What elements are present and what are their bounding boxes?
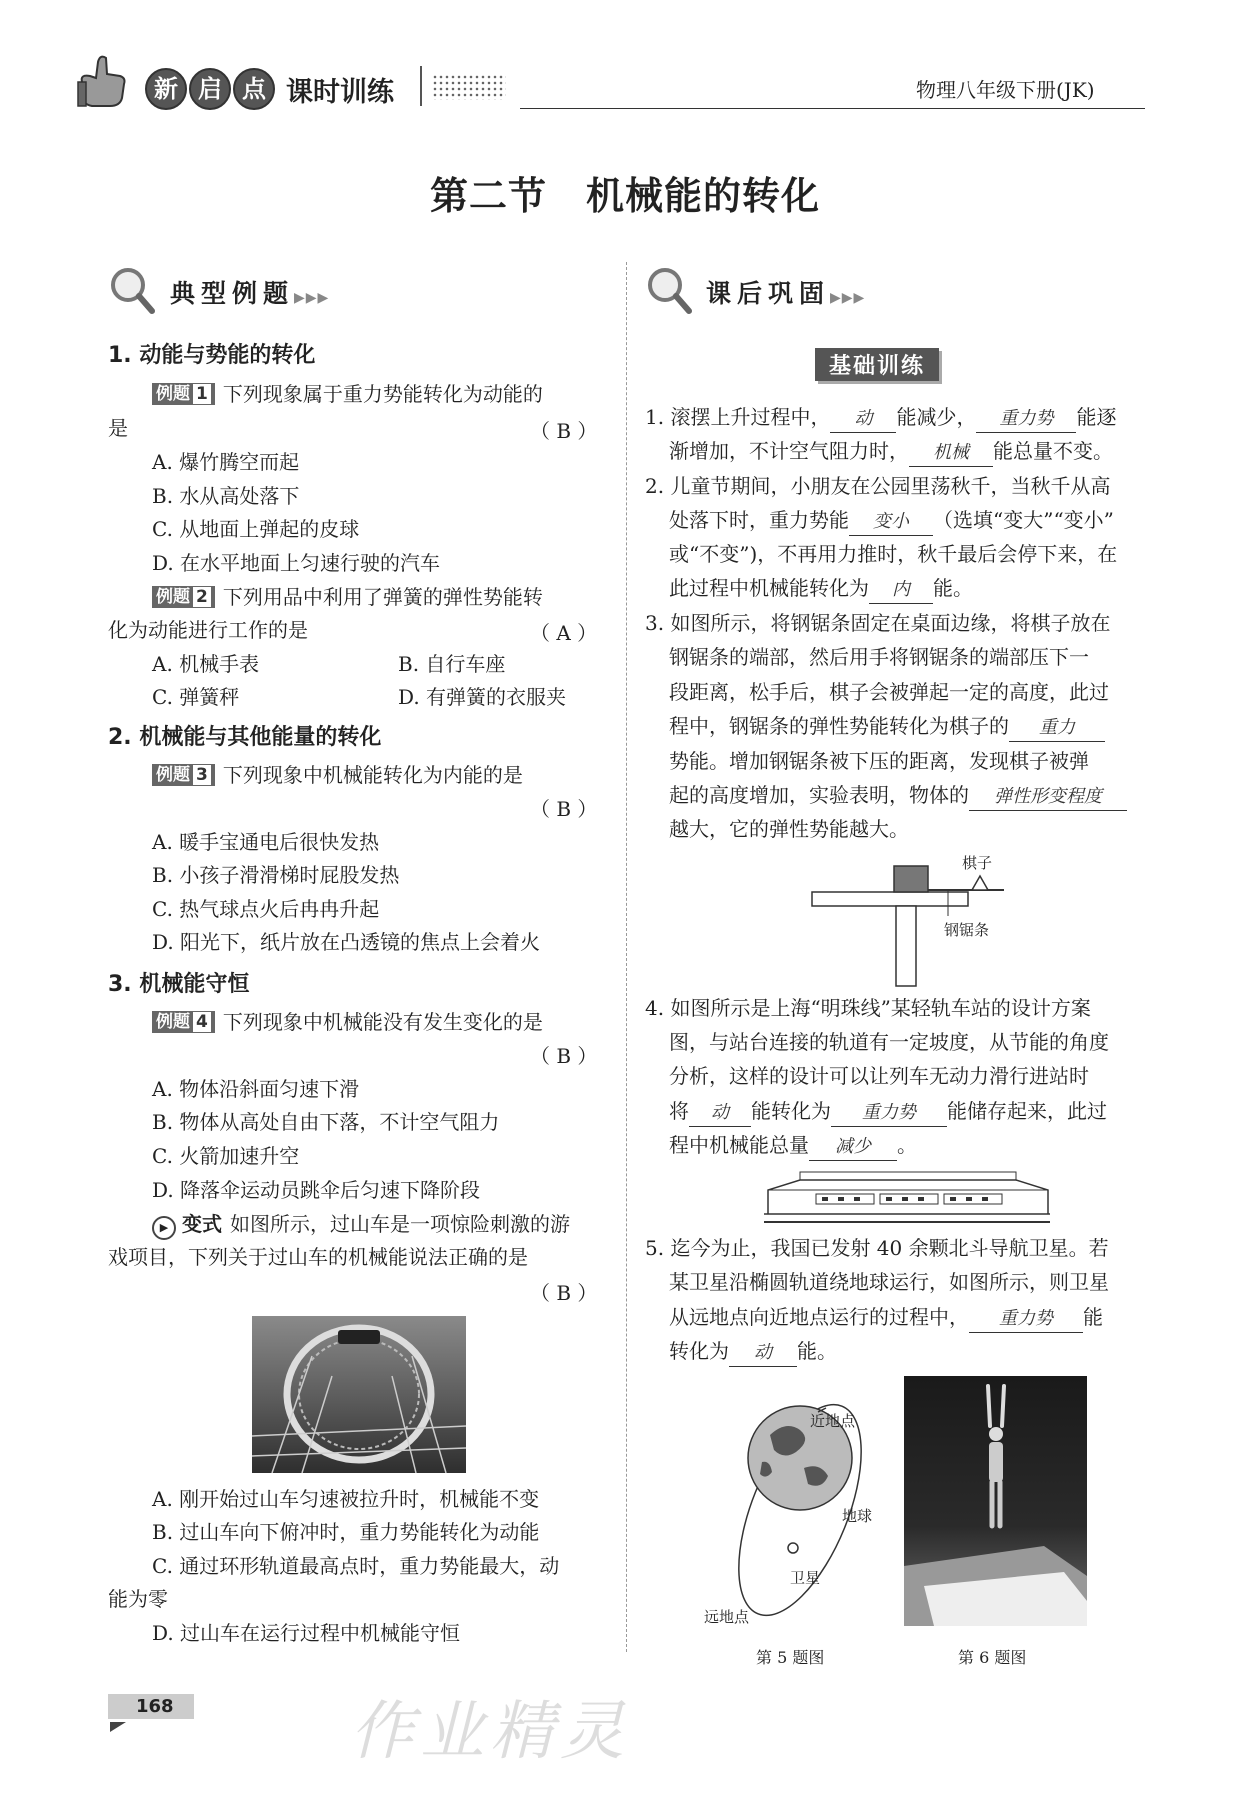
q2-line1: 2. 儿童节期间，小朋友在公园里荡秋千，当秋千从高 — [645, 474, 1111, 498]
q5-p2: 能 — [1083, 1305, 1103, 1329]
example-4-option-b: B. 物体从高处自由下落，不计空气阻力 — [152, 1110, 500, 1134]
q2-line2 — [669, 503, 1114, 537]
variant-option-d: D. 过山车在运行过程中机械能守恒 — [152, 1621, 461, 1645]
book-title: 物理八年级下册(JK) — [916, 78, 1095, 102]
q4-p2: 能转化为 — [751, 1099, 831, 1123]
example-4-option-c: C. 火箭加速升空 — [152, 1144, 300, 1168]
q2-p2: （选填“变大”“变小” — [933, 508, 1114, 532]
example-1-line1 — [152, 377, 543, 411]
example-3-option-c: C. 热气球点火后冉冉升起 — [152, 897, 380, 921]
roller-coaster-photo — [252, 1316, 466, 1473]
q4-blank-1: 动 — [689, 1100, 751, 1127]
example-1-num: 1 — [193, 384, 211, 404]
q3-line4 — [669, 709, 1105, 743]
q1-blank-2: 重力势 — [976, 406, 1076, 433]
header-dot-pattern — [432, 74, 506, 100]
q5-line2: 某卫星沿椭圆轨道绕地球运行，如图所示，则卫星 — [669, 1270, 1109, 1294]
series-name: 课时训练 — [286, 77, 394, 108]
example-2-line2: 化为动能进行工作的是 — [108, 618, 308, 642]
example-1-option-c: C. 从地面上弹起的皮球 — [152, 517, 360, 541]
q3-line2: 钢锯条的端部，然后用手将钢锯条的端部压下一 — [669, 645, 1089, 669]
fig3-label-piece: 棋子 — [962, 854, 993, 872]
q2-line3: 或“不变”)，不再用力推时，秋千最后会停下来，在 — [669, 542, 1118, 566]
q1-p4: 渐增加，不计空气阻力时， — [669, 439, 909, 463]
section-review-label: 课后巩固 — [706, 279, 831, 308]
example-tag — [152, 764, 215, 786]
brand-char-1: 新 — [145, 68, 187, 110]
q3-line5: 势能。增加钢锯条被下压的距离，发现棋子被弹 — [669, 749, 1089, 773]
example-3-answer: （ B ） — [530, 797, 598, 821]
q4-p3: 能储存起来，此过 — [947, 1099, 1107, 1123]
q1-p3: 能逐 — [1076, 405, 1117, 429]
topic-1: 1. 动能与势能的转化 — [108, 343, 316, 368]
magnifier-icon — [108, 265, 156, 321]
header-rule — [520, 108, 1145, 109]
q4-line5 — [669, 1128, 917, 1162]
q5-line4 — [669, 1334, 837, 1368]
example-1-line2: 是 — [108, 416, 128, 440]
q1-line1 — [645, 400, 1116, 434]
example-4-option-a: A. 物体沿斜面匀速下滑 — [152, 1077, 360, 1101]
section-review-title — [706, 274, 865, 310]
q5-p1: 从远地点向近地点运行的过程中， — [669, 1305, 969, 1329]
page-corner-mark — [110, 1722, 126, 1732]
variant-option-b: B. 过山车向下俯冲时，重力势能转化为动能 — [152, 1520, 540, 1544]
q3-p1: 程中，钢锯条的弹性势能转化为棋子的 — [669, 714, 1009, 738]
section-examples-label: 典型例题 — [170, 279, 295, 308]
example-2-tag-label: 例题 — [156, 587, 190, 607]
q2-p3: 此过程中机械能转化为 — [669, 576, 869, 600]
brand-char-2: 启 — [189, 68, 231, 110]
fig3-label-saw: 钢锯条 — [944, 921, 990, 939]
q3-line7: 越大，它的弹性势能越大。 — [669, 817, 909, 841]
example-4-text: 下列现象中机械能没有发生变化的是 — [222, 1010, 543, 1034]
example-3-option-d: D. 阳光下，纸片放在凸透镜的焦点上会着火 — [152, 930, 541, 954]
arrows-icon: ▶▶▶ — [294, 290, 330, 306]
example-2-line1 — [152, 580, 543, 614]
q3-line6 — [669, 778, 1127, 812]
example-4-num: 4 — [193, 1012, 211, 1032]
q4-p5: 。 — [897, 1133, 917, 1157]
example-1-answer: （ B ） — [530, 419, 598, 443]
q4-p4: 程中机械能总量 — [669, 1133, 809, 1157]
example-1-text: 下列现象属于重力势能转化为动能的 — [222, 382, 543, 406]
saw-blade-figure — [808, 848, 1038, 988]
fig5-label-near: 近地点 — [810, 1412, 856, 1430]
page-title: 第二节 机械能的转化 — [429, 173, 820, 218]
example-3-line1 — [152, 758, 523, 792]
q3-line1: 3. 如图所示，将钢锯条固定在桌面边缘，将棋子放在 — [645, 611, 1111, 635]
q4-p1: 将 — [669, 1099, 689, 1123]
variant-line2: 戏项目，下列关于过山车的机械能说法正确的是 — [108, 1245, 528, 1269]
example-tag — [152, 383, 215, 405]
variant-option-a: A. 刚开始过山车匀速被拉升时，机械能不变 — [152, 1487, 540, 1511]
watermark-stamp: 作业精灵 — [350, 1695, 630, 1769]
q4-line3: 分析，这样的设计可以让列车无动力滑行进站时 — [669, 1064, 1089, 1088]
topic-3: 3. 机械能守恒 — [108, 972, 250, 997]
header-separator — [420, 66, 422, 106]
fig5-caption: 第 5 题图 — [756, 1648, 825, 1667]
q5-p4: 能。 — [797, 1339, 837, 1363]
example-4-line1 — [152, 1005, 543, 1039]
example-3-num: 3 — [193, 765, 211, 785]
q2-line4 — [669, 571, 973, 605]
q5-p3: 转化为 — [669, 1339, 729, 1363]
play-circle-icon: ▶ — [152, 1216, 176, 1240]
fig5-label-satellite: 卫星 — [790, 1569, 821, 1587]
q4-line4 — [669, 1094, 1107, 1128]
example-tag — [152, 586, 215, 608]
example-2-num: 2 — [193, 587, 211, 607]
example-2-option-d: D. 有弹簧的衣服夹 — [398, 685, 567, 709]
q5-line3 — [669, 1300, 1103, 1334]
arrows-icon: ▶▶▶ — [830, 290, 866, 306]
q1-p1: 1. 滚摆上升过程中， — [645, 405, 831, 429]
fig6-caption: 第 6 题图 — [958, 1648, 1027, 1667]
variant-option-c: C. 通过环形轨道最高点时，重力势能最大，动 — [152, 1554, 560, 1578]
example-2-text: 下列用品中利用了弹簧的弹性势能转 — [222, 585, 543, 609]
column-divider — [626, 262, 627, 1652]
q1-blank-3: 机械 — [909, 440, 993, 467]
topic-2: 2. 机械能与其他能量的转化 — [108, 725, 382, 750]
variant-text: 如图所示，过山车是一项惊险刺激的游 — [230, 1212, 570, 1236]
example-4-option-d: D. 降落伞运动员跳伞后匀速下降阶段 — [152, 1178, 481, 1202]
variant-option-c-cont: 能为零 — [108, 1587, 168, 1611]
q2-blank-1: 变小 — [849, 509, 933, 536]
example-4-tag-label: 例题 — [156, 1012, 190, 1032]
q3-blank-2: 弹性形变程度 — [969, 784, 1127, 811]
q3-blank-1: 重力 — [1009, 715, 1105, 742]
example-3-option-a: A. 暖手宝通电后很快发热 — [152, 830, 380, 854]
example-2-answer: （ A ） — [530, 621, 598, 645]
q5-blank-1: 重力势 — [969, 1306, 1083, 1333]
magnifier-icon — [645, 265, 693, 321]
q5-blank-2: 动 — [729, 1340, 797, 1367]
q2-p4: 能。 — [933, 576, 973, 600]
example-1-option-d: D. 在水平地面上匀速行驶的汽车 — [152, 551, 441, 575]
q3-line3: 段距离，松手后，棋子会被弹起一定的高度，此过 — [669, 680, 1109, 704]
example-3-tag-label: 例题 — [156, 765, 190, 785]
example-2-option-b: B. 自行车座 — [398, 652, 506, 676]
basic-training-banner: 基础训练 — [815, 348, 939, 381]
example-1-option-a: A. 爆竹腾空而起 — [152, 450, 300, 474]
example-1-tag-label: 例题 — [156, 384, 190, 404]
q4-blank-3: 减少 — [809, 1134, 897, 1161]
thumbs-up-logo-icon — [74, 52, 130, 110]
example-3-option-b: B. 小孩子滑滑梯时屁股发热 — [152, 863, 400, 887]
example-1-option-b: B. 水从高处落下 — [152, 484, 300, 508]
q2-p1: 处落下时，重力势能 — [669, 508, 849, 532]
q1-line2 — [669, 434, 1113, 468]
station-figure — [760, 1166, 1056, 1226]
example-3-text: 下列现象中机械能转化为内能的是 — [222, 763, 523, 787]
variant-line1 — [152, 1207, 570, 1241]
q1-blank-1: 动 — [830, 406, 896, 433]
q4-blank-2: 重力势 — [831, 1100, 947, 1127]
q4-line1: 4. 如图所示是上海“明珠线”某轻轨车站的设计方案 — [645, 996, 1091, 1020]
page-number: 168 — [108, 1694, 194, 1719]
q1-p5: 能总量不变。 — [993, 439, 1113, 463]
example-4-answer: （ B ） — [530, 1044, 598, 1068]
gymnast-photo — [904, 1376, 1087, 1626]
fig5-label-earth: 地球 — [842, 1507, 873, 1525]
variant-answer: （ B ） — [530, 1281, 598, 1305]
section-examples-title — [170, 274, 329, 310]
q1-p2: 能减少， — [896, 405, 977, 429]
fig5-label-far: 远地点 — [704, 1608, 750, 1626]
variant-tag: 变式 — [182, 1212, 222, 1236]
example-2-option-a: A. 机械手表 — [152, 652, 260, 676]
brand-char-3: 点 — [233, 68, 275, 110]
example-2-option-c: C. 弹簧秤 — [152, 685, 240, 709]
example-tag — [152, 1011, 215, 1033]
q5-line1: 5. 迄今为止，我国已发射 40 余颗北斗导航卫星。若 — [645, 1236, 1109, 1260]
q3-p3: 起的高度增加，实验表明，物体的 — [669, 783, 969, 807]
q2-blank-2: 内 — [869, 577, 933, 604]
q4-line2: 图，与站台连接的轨道有一定坡度，从节能的角度 — [669, 1030, 1109, 1054]
